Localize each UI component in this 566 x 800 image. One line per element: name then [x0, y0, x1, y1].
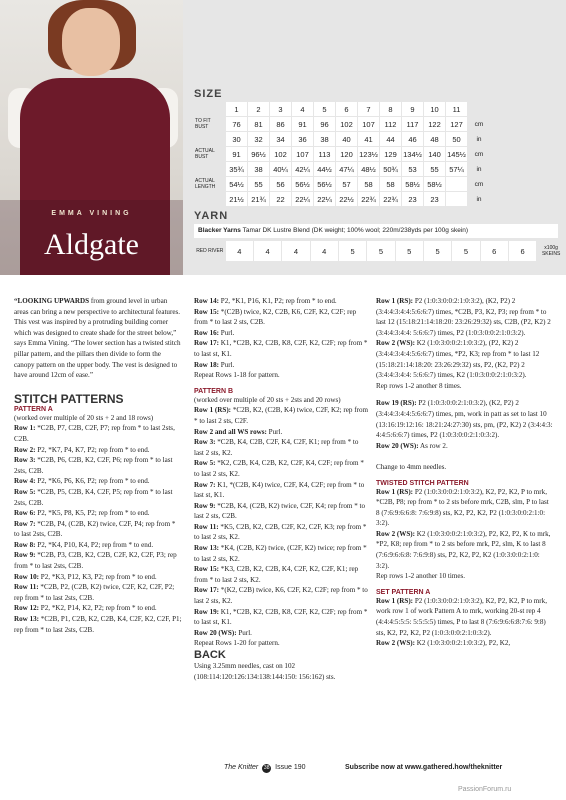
size-row-label: ACTUAL BUST — [195, 148, 215, 160]
pattern-b-rows — [194, 395, 368, 649]
pattern-row: Row 11: *C2B, P2, (C2B, K2) twice, C2F, K2, C2F, P2; rep from * to last 2sts, C2B. — [14, 583, 175, 602]
yarn-color-label: RED RIVER — [196, 248, 224, 254]
size-row — [195, 132, 490, 146]
yarn-qty-cell: 4 — [254, 241, 281, 261]
pattern-row: Row 18: Purl. — [194, 360, 235, 369]
pattern-row: Row 17: K1, *C2B, K2, C2B, K8, C2F, K2, C2F; rep from * to last st, K1. — [194, 339, 368, 358]
pattern-row: Row 1 (RS): P2 (1:0:3:0:0:2:1:0:3:2), K2, P2, K2, P to mrk, *C2B, P8; rep from * to 2 sts before mrk, C2B, slm, P to last 8 (7:6:9:6:6:8: 7:6:9:8) sts, K2, P2, K2, P2 (1:0:3:0:0:2:1:0: 3:2). — [376, 487, 549, 528]
twisted-stitch-heading: TWISTED STITCH PATTERN — [376, 479, 469, 487]
back-rows — [376, 296, 554, 391]
size-unit: cm — [474, 150, 484, 158]
size-cell: 76 — [226, 117, 247, 131]
pattern-row: Row 1 (RS): P2 (1:0:3:0:0:2:1:0:3:2), (K2, P2) 2 (3:4:4:3:4:4:5:6:6:7) times, *C2B, P3, K2, P3; rep from * to last 12 (15:18:21:14:18:20: 23:26:29:32) sts, C2B, (P2, K2) 2 (3:4:4:3:4:4: 5:6:6:7) times, P2 (1:0:3:0:0:2:1:0:3:2). — [376, 297, 551, 337]
pattern-row: Row 1 (RS): P2 (1:0:3:0:0:2:1:0:3:2), K2, P2, K2, P to mrk, work row 1 of work Pattern A to mrk, working 20-st rep 4 (4:4:4:5:5:5: 5:5:5:5) times, P to last 8 (7:6:9:6:6:8:7:6: 9:8) sts, K2, P2, K2, P2 (1:0:3:0:0:2:1:0:3:2). — [376, 596, 547, 637]
stitch-patterns-heading: STITCH PATTERNS — [14, 391, 124, 406]
pattern-row: Row 15: *(C2B) twice, K2, C2B, K6, C2F, K2, C2F; rep from * to last 2 sts, C2B. — [194, 307, 357, 327]
size-cell: 56½ — [292, 177, 313, 191]
size-cell: 50¾ — [380, 162, 401, 176]
subscribe-link[interactable]: Subscribe now at www.gathered.how/theknitter — [345, 764, 503, 771]
size-cell: 50 — [446, 132, 467, 146]
size-cell: 91 — [292, 117, 313, 131]
size-cell: 58 — [380, 177, 401, 191]
size-cell: 55 — [424, 162, 445, 176]
size-cell: 30 — [226, 132, 247, 146]
size-heading: SIZE — [194, 88, 223, 100]
page-number: 38 — [263, 765, 270, 771]
size-cell: 127 — [446, 117, 467, 131]
watermark: PassionForum.ru — [458, 786, 512, 793]
size-cell: 22 — [270, 192, 291, 206]
pattern-row: Row 16: Purl. — [194, 328, 235, 337]
pattern-row: Row 3: *C2B, K4, C2B, C2F, K4, C2F, K1; rep from * to last 2 sts, K2. — [194, 438, 359, 457]
yarn-qty-cell: 4 — [226, 241, 253, 261]
pattern-row: Row 10: P2, *K3, P12, K3, P2; rep from * to end. — [14, 572, 157, 581]
column-1 — [14, 296, 182, 635]
size-cell: 48½ — [358, 162, 379, 176]
set-pattern-rows — [376, 596, 554, 649]
pattern-row: Row 15: *K3, C2B, K2, C2B, K4, C2F, K2, C2F, K1; rep from * to last 2 sts, K2. — [194, 565, 359, 584]
size-cell — [446, 192, 467, 206]
size-unit: cm — [474, 180, 484, 188]
pattern-row: Row 2 (WS): K2 (1:0:3:0:0:2:1:0:3:2), P2, K2, — [376, 639, 511, 648]
pattern-row: Rep rows 1-2 another 8 times. — [376, 381, 462, 390]
size-cell: 36 — [292, 132, 313, 146]
size-cell: 56 — [270, 177, 291, 191]
size-cell: 22½ — [336, 192, 357, 206]
size-cell: 23 — [424, 192, 445, 206]
yarn-qty-cell: 5 — [339, 241, 366, 261]
size-cell: 23 — [402, 192, 423, 206]
size-cell: 10 — [424, 102, 445, 116]
size-cell: 129 — [380, 147, 401, 161]
size-cell: 96 — [314, 117, 335, 131]
set-pattern-a-heading: SET PATTERN A — [376, 588, 431, 596]
size-cell: 113 — [314, 147, 335, 161]
size-cell: 40¼ — [270, 162, 291, 176]
yarn-qty-cell: 6 — [481, 241, 508, 261]
intro-paragraph — [14, 296, 182, 381]
size-unit: in — [476, 135, 482, 143]
size-unit: in — [476, 165, 482, 173]
pattern-row: Row 17: *(K2, C2B) twice, K6, C2F, K2, C2F; rep from * to last 2 sts, K2. — [194, 586, 368, 606]
pattern-row: Row 19 (RS): P2 (1:0:3:0:0:2:1:0:3:2), (K2, P2) 2 (3:4:4:3:4:4:5:6:6:7) times, pm, work in patt as set to last 10 (13:16:19:12:16: 18:21:24:27:30) sts, pm, (P2, K2) 2 (3:4:4:3: 4:4:5:6:6:7) times, P2 (1:0:3:0:0:2:1:0:3:2). — [376, 399, 553, 440]
size-row-label: ACTUAL LENGTH — [195, 178, 216, 190]
yarn-table — [194, 240, 566, 262]
size-cell: 47¼ — [336, 162, 357, 176]
size-row — [195, 117, 490, 131]
pattern-row: Row 2 (WS): K2 (1:0:3:0:0:2:1:0:3:2), P2, K2, P2, K to mrk, *P2, K8; rep from * to 2 sts before mrk, P2, slm, K to last 8 (7:6:9:6:6:8: 7:6:9:8) sts, P2, K2, P2, K2 (1:0:3:0:0:2:1:0: 3:2). — [376, 529, 551, 570]
pattern-row — [376, 451, 554, 462]
yarn-qty-cell: 5 — [424, 241, 451, 261]
size-cell: 55 — [248, 177, 269, 191]
pattern-row: Row 8: P2, *K4, P10, K4, P2; rep from * to end. — [14, 540, 154, 549]
size-cell: 57 — [336, 177, 357, 191]
size-cell: 57¼ — [446, 162, 467, 176]
size-cell: 117 — [402, 117, 423, 131]
size-row — [195, 162, 490, 176]
yarn-qty-cell: 4 — [282, 241, 309, 261]
pattern-row: Row 12: P2, *K2, P14, K2, P2; rep from * to end. — [14, 604, 157, 613]
size-cell: 58½ — [402, 177, 423, 191]
pattern-row: Row 14: P2, *K1, P16, K1, P2; rep from * to end. — [194, 297, 337, 305]
size-unit: cm — [474, 120, 484, 128]
yarn-unit: x100g SKEINS — [541, 245, 561, 257]
pattern-row: (worked over multiple of 20 sts + 2sts and 20 rows) — [194, 395, 341, 404]
pattern-title: Aldgate — [44, 228, 139, 261]
size-cell: 4 — [292, 102, 313, 116]
intro-text: from ground level in urban areas can bring a new perspective to architectural features. This vest was inspired by a protruding building corner which was designed to create shade for the street below,” says Emma Vining. “The lower section has a twisted stitch pillar pattern, and the pillars then divide to form the canopy pattern on the upper body. The vest is designed to have around 12cm of ease.” — [14, 297, 181, 380]
size-cell: 21¾ — [248, 192, 269, 206]
size-cell: 44½ — [314, 162, 335, 176]
pattern-row: Row 19: K1, *C2B, K2, C2B, K8, C2F, K2, C2F; rep from * to last st, K1. — [194, 607, 368, 627]
size-cell: 22¼ — [314, 192, 335, 206]
size-cell: 140 — [424, 147, 445, 161]
pattern-row: Row 1 (RS): *C2B, K2, (C2B, K4) twice, C2F, K2; rep from * to last 2 sts, C2F. — [194, 406, 369, 425]
size-cell: 107 — [358, 117, 379, 131]
size-cell: 112 — [380, 117, 401, 131]
size-cell: 53 — [402, 162, 423, 176]
yarn-brand: Blacker Yarns — [198, 227, 241, 234]
size-cell: 22¾ — [358, 192, 379, 206]
yarn-qty-cell: 5 — [452, 241, 479, 261]
pattern-row: Row 1: *C2B, P7, C2B, C2F, P7; rep from * to last 2sts, C2B. — [14, 424, 175, 443]
twisted-rows — [376, 487, 554, 582]
size-row — [195, 177, 490, 191]
size-cell: 58½ — [424, 177, 445, 191]
size-cell: 7 — [358, 102, 379, 116]
size-cell: 123½ — [358, 147, 379, 161]
size-unit: in — [476, 195, 482, 203]
back-rows-2 — [376, 398, 554, 472]
pattern-row: (worked over multiple of 20 sts + 2 and 18 rows) — [14, 413, 154, 422]
size-cell: 44 — [380, 132, 401, 146]
pattern-row: Row 9: *C2B, P3, C2B, K2, C2B, C2F, K2, C2F, P3; rep from * to last 2sts, C2B. — [14, 551, 177, 571]
size-cell: 1 — [226, 102, 247, 116]
size-cell: 40 — [336, 132, 357, 146]
size-row — [195, 147, 490, 161]
column-3 — [376, 296, 554, 649]
size-row — [195, 102, 490, 116]
pattern-row: Row 5: *C2B, P5, C2B, K4, C2F, P5; rep from * to last 2sts, C2B. — [14, 487, 173, 507]
pattern-row: Row 9: *C2B, K4, (C2B, K2) twice, C2F, K4; rep from * to last 2 sts, C2B. — [194, 501, 366, 521]
size-cell: 42¼ — [292, 162, 313, 176]
size-row — [195, 192, 490, 206]
pattern-row: Row 7: K1, *(C2B, K4) twice, C2F, K4, C2F; rep from * to last st, K1. — [194, 480, 365, 500]
size-cell: 145½ — [446, 147, 467, 161]
pattern-row: Row 2 and all WS rows: Purl. — [194, 427, 283, 436]
size-row-label — [195, 132, 225, 146]
designer-name: EMMA VINING — [51, 210, 132, 217]
yarn-qty-cell: 5 — [367, 241, 394, 261]
size-cell: 9 — [402, 102, 423, 116]
yarn-desc: Tamar DK Lustre Blend (DK weight; 100% wool; 220m/238yds per 100g skein) — [242, 227, 469, 234]
size-cell: 58 — [358, 177, 379, 191]
pattern-row: Row 4: P2, *K6, P6, K6, P2; rep from * to end. — [14, 477, 150, 486]
size-cell: 96½ — [248, 147, 269, 161]
size-cell: 81 — [248, 117, 269, 131]
size-cell: 3 — [270, 102, 291, 116]
pattern-row: Row 2: P2, *K7, P4, K7, P2; rep from * to end. — [14, 445, 150, 454]
pattern-row: Row 5: *K2, C2B, K4, C2B, K2, C2F, K4, C2F; rep from * to last 2 sts, K2. — [194, 459, 364, 478]
size-cell: 8 — [380, 102, 401, 116]
size-cell: 22¾ — [380, 192, 401, 206]
size-cell: 107 — [292, 147, 313, 161]
yarn-qty-cell: 6 — [509, 241, 536, 261]
size-cell: 38 — [314, 132, 335, 146]
size-row-label — [195, 102, 225, 116]
size-row-label — [195, 162, 225, 176]
yarn-qty-cell: 5 — [396, 241, 423, 261]
size-row-label — [195, 192, 225, 206]
size-cell: 102 — [270, 147, 291, 161]
column-2 — [194, 296, 368, 682]
size-cell: 134½ — [402, 147, 423, 161]
footer-magazine: The Knitter 38 Issue 190 — [224, 764, 306, 771]
pattern-row: Row 6: P2, *K5, P8, K5, P2; rep from * to end. — [14, 509, 150, 518]
pattern-row: Row 11: *K5, C2B, K2, C2B, C2F, K2, C2F, K3; rep from * to last 2 sts, K2. — [194, 522, 367, 542]
size-cell: 2 — [248, 102, 269, 116]
pattern-row: Repeat Rows 1-18 for pattern. — [194, 371, 280, 380]
pattern-row: Row 2 (WS): K2 (1:0:3:0:0:2:1:0:3:2), (P2, K2) 2 (3:4:4:3:4:4:5:6:6:7) times, *P2, K3; rep from * to last 12 (15:18:21:14:18:20: 23:26:29:32) sts, P2, (K2, P2) 2 (3:4:4:3:4:4: 5:6:6:7) times, K2 (1:0:3:0:0:2:1:0:3:2). — [376, 339, 540, 380]
size-cell: 54½ — [226, 177, 247, 191]
pattern-row: Row 7: *C2B, P4, (C2B, K2) twice, C2F, P4; rep from * to last 2sts, C2B. — [14, 519, 176, 539]
back-heading: BACK — [194, 649, 226, 661]
size-cell: 21½ — [226, 192, 247, 206]
size-cell: 41 — [358, 132, 379, 146]
size-cell — [446, 177, 467, 191]
yarn-qty-cell: 4 — [311, 241, 338, 261]
pattern-row: Change to 4mm needles. — [376, 462, 447, 471]
pattern-b-heading: PATTERN B — [194, 387, 234, 395]
pattern-a-heading: PATTERN A — [14, 405, 53, 413]
pattern-row: Row 13: *K4, (C2B, K2) twice, (C2F, K2) twice; rep from * to last 2 sts, K2. — [194, 544, 367, 563]
yarn-description — [194, 224, 558, 238]
size-cell: 22¼ — [292, 192, 313, 206]
pattern-row: Row 3: *C2B, P6, C2B, K2, C2F, P6; rep from * to last 2sts, C2B. — [14, 456, 173, 475]
size-table — [194, 101, 491, 207]
size-cell: 38 — [248, 162, 269, 176]
size-cell: 11 — [446, 102, 467, 116]
size-cell: 122 — [424, 117, 445, 131]
pattern-row: Row 13: *C2B, P1, C2B, K2, C2B, K4, C2F, K2, C2F, P1; rep from * to last 2sts, C2B. — [14, 615, 182, 634]
size-cell: 32 — [248, 132, 269, 146]
size-cell: 86 — [270, 117, 291, 131]
pattern-row: Rep rows 1-2 another 10 times. — [376, 572, 466, 581]
size-unit — [468, 102, 490, 116]
pattern-a-rows-cont — [194, 296, 368, 381]
yarn-heading: YARN — [194, 210, 229, 222]
size-cell: 120 — [336, 147, 357, 161]
pattern-row: Row 20 (WS): As row 2. — [376, 441, 448, 450]
size-cell: 46 — [402, 132, 423, 146]
pattern-row: Row 20 (WS): Purl. — [194, 628, 252, 637]
pattern-row: Repeat Rows 1-20 for pattern. — [194, 639, 280, 648]
pattern-a-rows — [14, 413, 182, 635]
size-cell: 5 — [314, 102, 335, 116]
size-cell: 56½ — [314, 177, 335, 191]
model-face — [62, 8, 120, 76]
size-cell: 48 — [424, 132, 445, 146]
size-cell: 102 — [336, 117, 357, 131]
intro-bold: “LOOKING UPWARDS — [14, 297, 90, 305]
back-text: Using 3.25mm needles, cast on 102 (108:114:120:126:134:138:144:150: 156:162) sts. — [194, 662, 336, 681]
size-cell: 35¾ — [226, 162, 247, 176]
size-cell: 91 — [226, 147, 247, 161]
size-cell: 6 — [336, 102, 357, 116]
size-row-label: TO FIT BUST — [195, 118, 211, 130]
size-cell: 34 — [270, 132, 291, 146]
